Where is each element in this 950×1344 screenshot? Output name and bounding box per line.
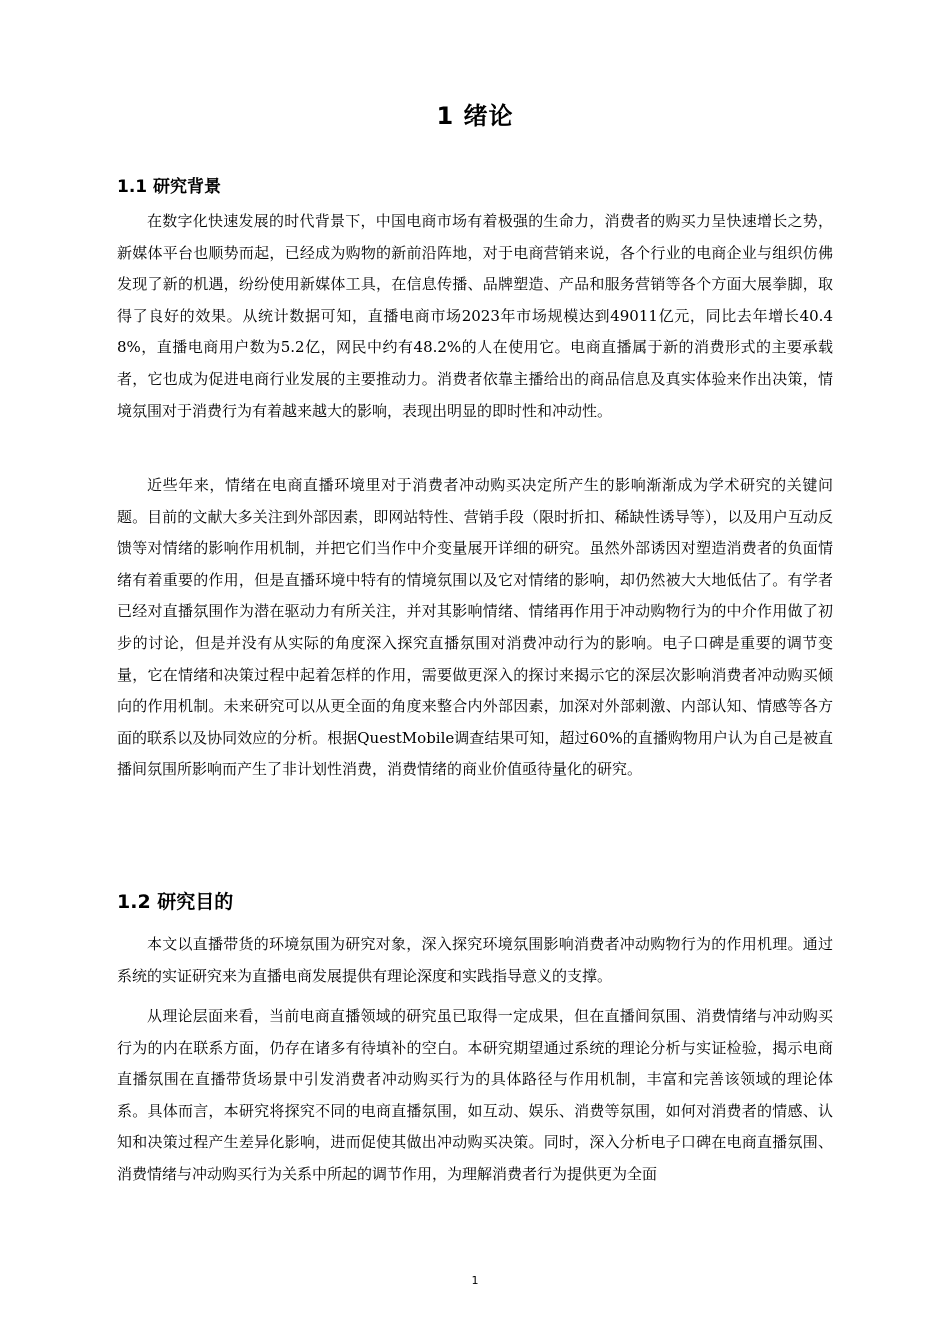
section-heading-research-purpose: 1.2 研究目的	[117, 891, 234, 913]
paragraph-purpose-1: 本文以直播带货的环境氛围为研究对象，深入探究环境氛围影响消费者冲动购物行为的作用机理。通过系统的实证研究来为直播电商发展提供有理论深度和实践指导意义的支撑。	[117, 935, 833, 985]
section-heading-research-background: 1.1 研究背景	[117, 177, 222, 197]
paragraph-background-1: 在数字化快速发展的时代背景下，中国电商市场有着极强的生命力，消费者的购买力呈快速增长之势，新媒体平台也顺势而起，已经成为购物的新前沿阵地，对于电商营销来说，各个行业的电商企业与组织仿佛发现了新的机遇，纷纷使用新媒体工具，在信息传播、品牌塑造、产品和服务营销等各个方面大展拳脚，取得了良好的效果。从统计数据可知，直播电商市场2023年市场规模达到49011亿元，同比去年增长40.48%，直播电商用户数为5.2亿，网民中约有48.2%的人在使用它。电商直播属于新的消费形式的主要承载者，它也成为促进电商行业发展的主要推动力。消费者依靠主播给出的商品信息及真实体验来作出决策，情境氛围对于消费行为有着越来越大的影响，表现出明显的即时性和冲动性。	[117, 212, 833, 420]
page-number: 1	[471, 1274, 479, 1287]
paragraph-background-2: 近些年来，情绪在电商直播环境里对于消费者冲动购买决定所产生的影响渐渐成为学术研究的关键问题。目前的文献大多关注到外部因素，即网站特性、营销手段（限时折扣、稀缺性诱导等），以及用户互动反馈等对情绪的影响作用机制，并把它们当作中介变量展开详细的研究。虽然外部诱因对塑造消费者的负面情绪有着重要的作用，但是直播环境中特有的情境氛围以及它对情绪的影响，却仍然被大大地低估了。有学者已经对直播氛围作为潜在驱动力有所关注，并对其影响情绪、情绪再作用于冲动购物行为的中介作用做了初步的讨论，但是并没有从实际的角度深入探究直播氛围对消费冲动行为的影响。电子口碑是重要的调节变量，它在情绪和决策过程中起着怎样的作用，需要做更深入的探讨来揭示它的深层次影响消费者冲动购买倾向的作用机制。未来研究可以从更全面的角度来整合内外部因素，加深对外部刺激、内部认知、情感等各方面的联系以及协同效应的分析。根据QuestMobile调查结果可知，超过60%的直播购物用户认为自己是被直播间氛围所影响而产生了非计划性消费，消费情绪的商业价值亟待量化的研究。	[117, 476, 833, 779]
chapter-title: 1 绪论	[436, 102, 514, 130]
paragraph-purpose-2: 从理论层面来看，当前电商直播领域的研究虽已取得一定成果，但在直播间氛围、消费情绪与冲动购买行为的内在联系方面，仍存在诸多有待填补的空白。本研究期望通过系统的理论分析与实证检验，揭示电商直播氛围在直播带货场景中引发消费者冲动购买行为的具体路径与作用机制，丰富和完善该领域的理论体系。具体而言，本研究将探究不同的电商直播氛围，如互动、娱乐、消费等氛围，如何对消费者的情感、认知和决策过程产生差异化影响，进而促使其做出冲动购买决策。同时，深入分析电子口碑在电商直播氛围、消费情绪与冲动购买行为关系中所起的调节作用，为理解消费者行为提供更为全面	[117, 1007, 833, 1183]
